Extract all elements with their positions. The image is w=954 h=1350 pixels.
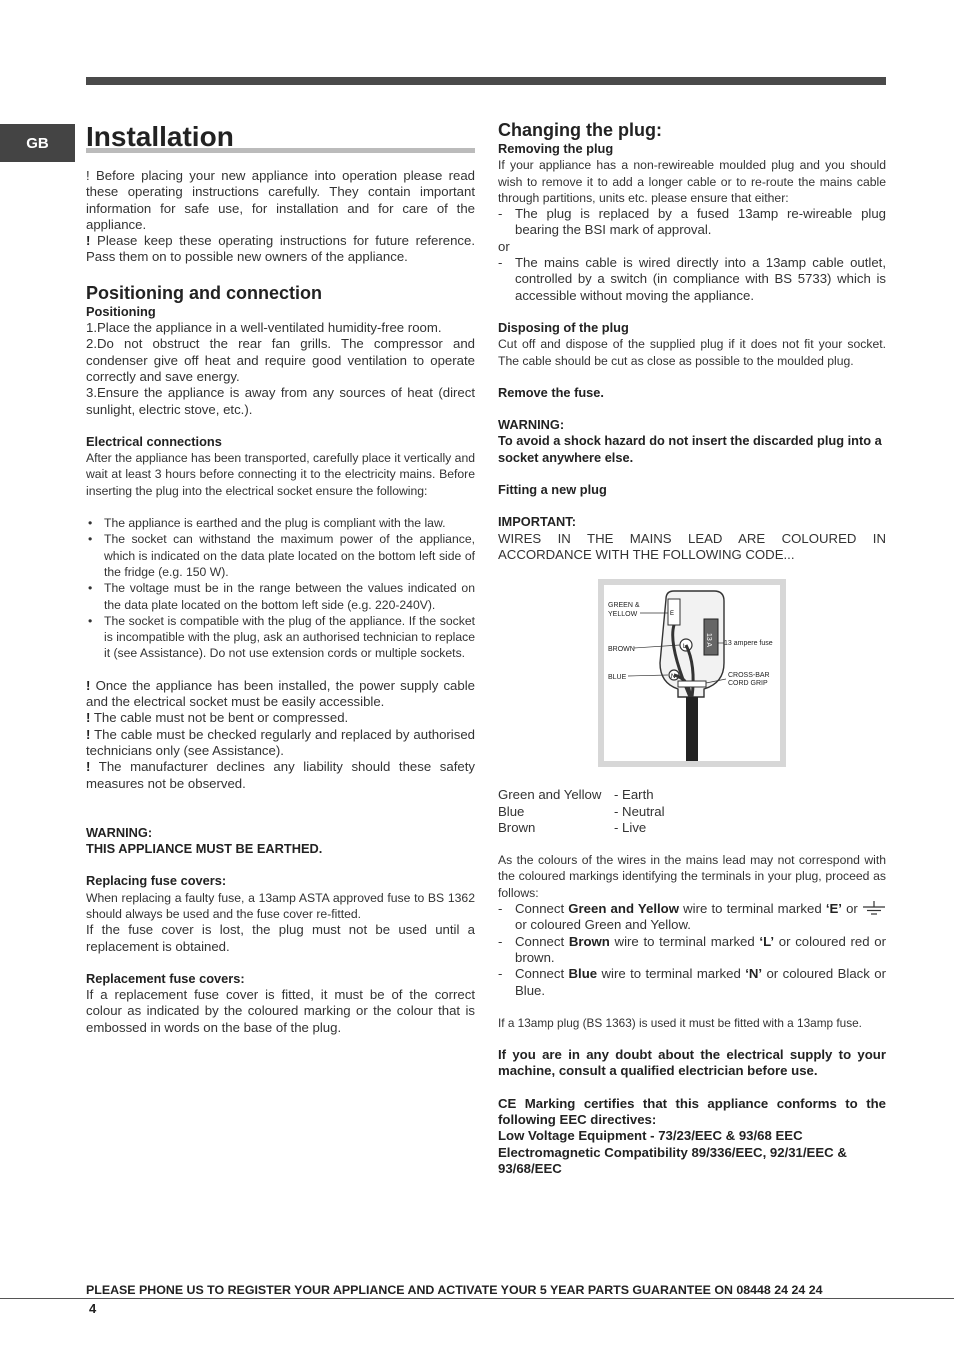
or-text: or xyxy=(498,238,510,254)
note-2: ! The cable must not be bent or compressed. xyxy=(86,710,349,726)
fuse-covers-subheading: Replacing fuse covers: xyxy=(86,873,227,889)
positioning-item-3: 3.Ensure the appliance is away from any sources of heat (direct sunlight, electric stove, etc.). xyxy=(86,385,475,417)
list-item: • The socket is compatible with the plug of the appliance. If the socket is incompatible with the plug, ask an authorised technician to replace it (see Assistance). Do not use extension cords or multiple sockets. xyxy=(104,613,475,662)
positioning-item-1: 1.Place the appliance in a well-ventilated humidity-free room. xyxy=(86,320,442,336)
earthed-warning: THIS APPLIANCE MUST BE EARTHED. xyxy=(86,841,323,857)
list-item: - Connect Blue wire to terminal marked ‘N’ or coloured Black or Blue. xyxy=(515,966,886,999)
wire-colour: Green and Yellow xyxy=(498,787,602,803)
ce-emc: Electromagnetic Compatibility 89/336/EEC, 92/31/EEC & 93/68/EEC xyxy=(498,1144,847,1176)
label-cord-grip-1: CROSS-BAR xyxy=(728,672,770,680)
right-column xyxy=(498,120,886,1177)
intro-paragraph-2: ! Please keep these operating instructions for future reference. Pass them on to possible new owners of the appliance. xyxy=(86,233,475,265)
connect-list xyxy=(498,901,886,999)
disposing-subheading: Disposing of the plug xyxy=(498,319,629,335)
wire-role: - Earth xyxy=(614,787,654,803)
warning-label: WARNING: xyxy=(498,417,565,433)
changing-plug-heading: Changing the plug: xyxy=(498,120,662,140)
intro-paragraph-1: ! Before placing your new appliance into operation please read these operating instructions carefully. They contain important information for safe use, for installation and for care of the appliance. xyxy=(86,168,475,232)
positioning-subheading: Positioning xyxy=(86,303,156,319)
top-rule xyxy=(86,77,886,85)
plug-wiring-diagram xyxy=(598,579,786,767)
removing-plug-subheading: Removing the plug xyxy=(498,141,614,156)
neutral-terminal-label: N xyxy=(671,674,676,681)
important-text: WIRES IN THE MAINS LEAD ARE COLOURED IN ACCORDANCE WITH THE FOLLOWING CODE... xyxy=(498,530,886,562)
list-item: - The plug is replaced by a fused 13amp re-wireable plug bearing the BSI mark of approval. xyxy=(515,206,886,239)
electrical-text: After the appliance has been transported, carefully place it vertically and wait at least 3 hours before connecting it to the electricity mains. Before inserting the plug into the electrical socket ensure the following: xyxy=(86,451,475,498)
label-fuse: 13 ampere fuse xyxy=(724,640,773,648)
warning-label: WARNING: xyxy=(86,824,153,840)
label-green-yellow: GREEN & xyxy=(608,602,640,610)
wire-colour-table xyxy=(498,787,886,836)
note-3: ! The cable must be checked regularly and replaced by authorised technicians only (see Assistance). xyxy=(86,726,475,758)
fuse-covers-text-2: If the fuse cover is lost, the plug must not be used until a replacement is obtained. xyxy=(86,922,475,954)
ce-low-voltage: Low Voltage Equipment - 73/23/EEC & 93/68 EEC xyxy=(498,1128,803,1144)
language-tab: GB xyxy=(0,124,75,162)
earth-terminal-label: E xyxy=(670,611,675,618)
plug-option-list-2 xyxy=(498,255,886,304)
wire-colour: Brown xyxy=(498,819,536,835)
list-item: • The voltage must be in the range between the values indicated on the data plate located on the bottom left side (e.g. 220-240V). xyxy=(104,580,475,613)
fuse-mark: 13 A xyxy=(705,633,712,648)
positioning-item-2: 2.Do not obstruct the rear fan grills. The compressor and condenser give off heat and require good ventilation to operate correctly and save energy. xyxy=(86,336,475,384)
plug-diagram-svg xyxy=(604,585,780,761)
plug-option-list xyxy=(498,206,886,239)
positioning-heading: Positioning and connection xyxy=(86,282,322,303)
earth-symbol-icon xyxy=(862,901,886,915)
label-cord-grip-2: CORD GRIP xyxy=(728,680,768,688)
doubt-note: If you are in any doubt about the electrical supply to your machine, consult a qualified electrician before use. xyxy=(498,1047,886,1079)
note-4: ! The manufacturer declines any liability should these safety measures not be observed. xyxy=(86,759,475,791)
wire-colour: Blue xyxy=(498,803,525,819)
electrical-subheading: Electrical connections xyxy=(86,433,222,449)
wire-role: - Live xyxy=(614,819,647,835)
footer-rule xyxy=(0,1298,954,1299)
cord-grip xyxy=(678,681,706,687)
live-terminal-label: L xyxy=(683,644,687,651)
bs1363-note: If a 13amp plug (BS 1363) is used it must be fitted with a 13amp fuse. xyxy=(498,1015,862,1030)
disposing-text: Cut off and dispose of the supplied plug if it does not fit your socket. The cable should be cut as close as possible to the moulded plug. xyxy=(498,337,886,368)
removing-plug-text: If your appliance has a non-rewireable moulded plug and you should wish to remove it to add a longer cable or to re-route the mains cable through partitions, units etc. please ensure that either: xyxy=(498,158,886,205)
fuse-covers-text-1: When replacing a faulty fuse, a 13amp ASTA approved fuse to BS 1362 should always be used and the fuse cover re-fitted. xyxy=(86,890,475,921)
colours-text: As the colours of the wires in the mains lead may not correspond with the coloured markings identifying the terminals in your plug, proceed as follows: xyxy=(498,853,886,900)
label-blue: BLUE xyxy=(608,674,627,682)
fitting-subheading: Fitting a new plug xyxy=(498,482,607,498)
replacement-covers-subheading: Replacement fuse covers: xyxy=(86,970,245,986)
page-title: Installation xyxy=(86,120,475,154)
remove-fuse: Remove the fuse. xyxy=(498,384,604,400)
mains-cable xyxy=(686,697,698,761)
list-item: • The appliance is earthed and the plug is compliant with the law. xyxy=(104,515,475,531)
guarantee-footer: PLEASE PHONE US TO REGISTER YOUR APPLIANCE AND ACTIVATE YOUR 5 YEAR PARTS GUARANTEE ON 08448 24 24 24 xyxy=(86,1283,823,1297)
note-1: ! Once the appliance has been installed, the power supply cable and the electrical socket must be easily accessible. xyxy=(86,677,475,710)
list-item: - Connect Brown wire to terminal marked ‘L’ or coloured red or brown. xyxy=(515,934,886,967)
list-item: - Connect Green and Yellow wire to terminal marked ‘E’ or or coloured Green and Yellow. xyxy=(515,901,886,934)
list-item: • The socket can withstand the maximum power of the appliance, which is indicated on the data plate located on the bottom left side of the fridge (e.g. 150 W). xyxy=(104,531,475,580)
electrical-checklist xyxy=(86,515,475,662)
ce-marking: CE Marking certifies that this appliance conforms to the following EEC directives: xyxy=(498,1095,886,1127)
list-item: - The mains cable is wired directly into a 13amp cable outlet, controlled by a switch (in compliance with BS 5733) which is accessible without moving the appliance. xyxy=(515,255,886,304)
replacement-covers-text: If a replacement fuse cover is fitted, it must be of the correct colour as indicated by the coloured marking or the colour that is embossed in words on the base of the plug. xyxy=(86,987,475,1035)
label-brown: BROWN xyxy=(608,646,635,654)
important-label: IMPORTANT: xyxy=(498,514,576,530)
shock-warning: To avoid a shock hazard do not insert the discarded plug into a socket anywhere else. xyxy=(498,433,882,465)
left-column xyxy=(86,120,475,1036)
page-number: 4 xyxy=(89,1301,97,1316)
wire-role: - Neutral xyxy=(614,803,665,819)
label-green-yellow-2: YELLOW xyxy=(608,611,638,619)
